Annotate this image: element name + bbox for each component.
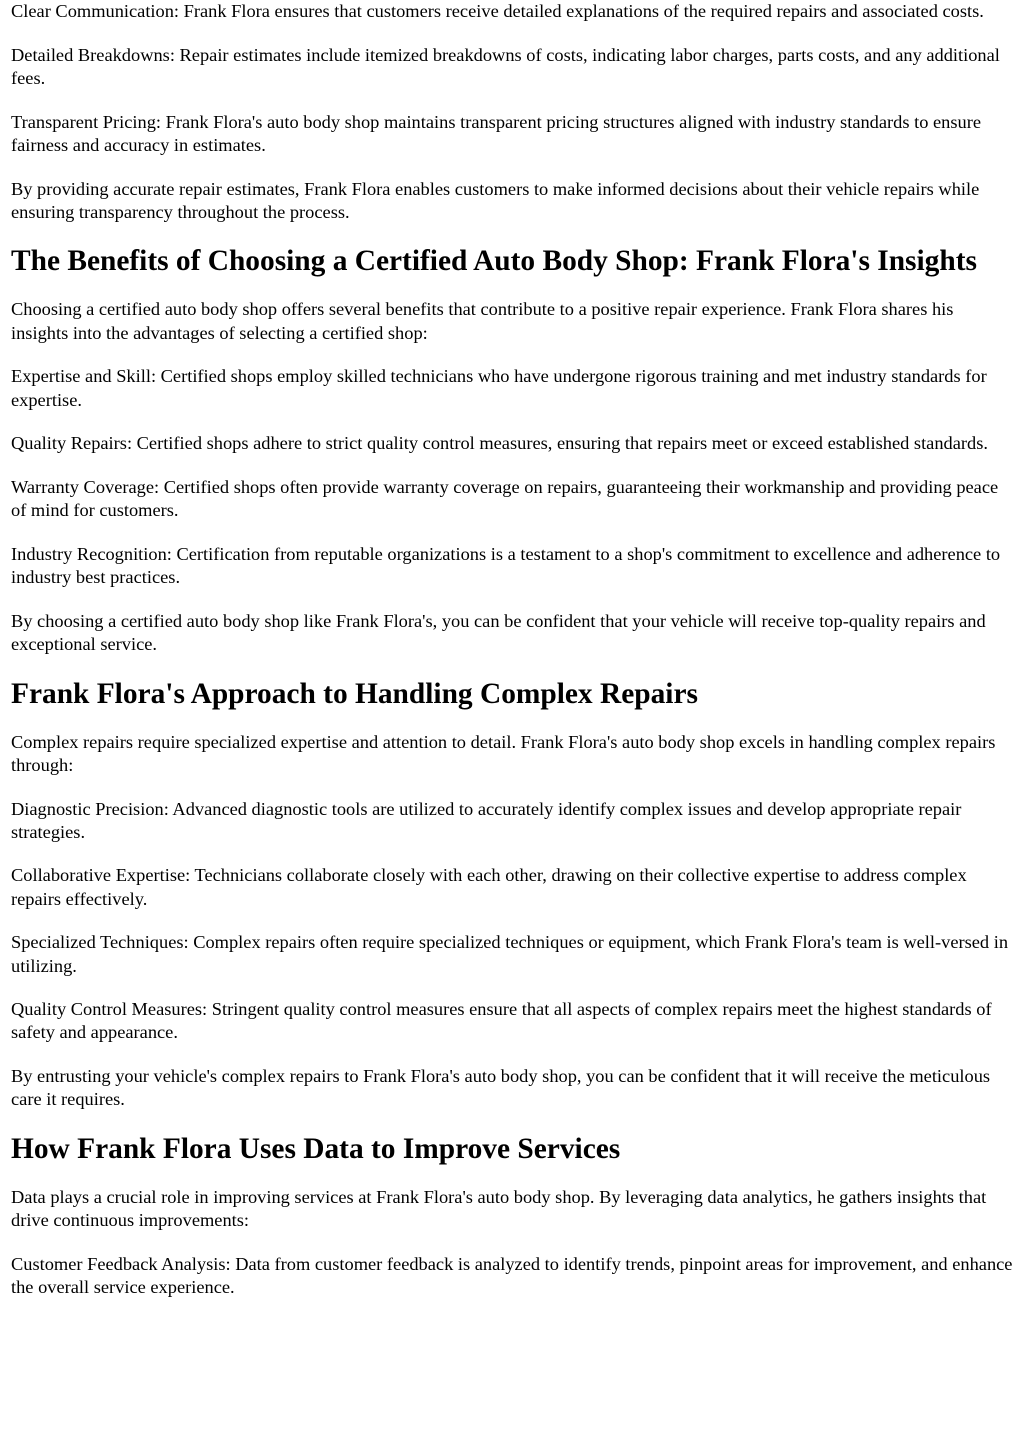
paragraph-transparent-pricing: Transparent Pricing: Frank Flora's auto body shop maintains transparent pricing structures aligned with industry standards to ensure fairness and accuracy in estimates. bbox=[11, 111, 982, 155]
paragraph-complex-intro: Complex repairs require specialized expertise and attention to detail. Frank Flora's auto body shop excels in handling complex repairs through: bbox=[11, 731, 996, 775]
paragraph-complex-summary: By entrusting your vehicle's complex repairs to Frank Flora's auto body shop, you can be confident that it will receive the meticulous care it requires. bbox=[11, 1066, 991, 1110]
paragraph-customer-feedback: Customer Feedback Analysis: Data from customer feedback is analyzed to identify trends, pinpoint areas for improvement, and enhance the overall service experience. bbox=[11, 1254, 1013, 1298]
paragraph-specialized-techniques: Specialized Techniques: Complex repairs often require specialized techniques or equipment, which Frank Flora's team is well-versed in utilizing. bbox=[11, 932, 1009, 976]
paragraph-quality-control: Quality Control Measures: Stringent quality control measures ensure that all aspects of complex repairs meet the highest standards of safety and appearance. bbox=[11, 999, 992, 1043]
paragraph-collaborative-expertise: Collaborative Expertise: Technicians collaborate closely with each other, drawing on their collective expertise to address complex repairs effectively. bbox=[11, 865, 967, 909]
paragraph-certified-intro: Choosing a certified auto body shop offers several benefits that contribute to a positive repair experience. Frank Flora shares his insights into the advantages of selecting a certified shop: bbox=[11, 299, 954, 343]
paragraph-data-intro: Data plays a crucial role in improving services at Frank Flora's auto body shop. By leveraging data analytics, he gathers insights that drive continuous improvements: bbox=[11, 1187, 987, 1231]
heading-data-improve-services: How Frank Flora Uses Data to Improve Services bbox=[11, 1133, 621, 1166]
paragraph-diagnostic-precision: Diagnostic Precision: Advanced diagnostic tools are utilized to accurately identify complex issues and develop appropriate repair strategies. bbox=[11, 798, 962, 842]
paragraph-quality-repairs: Quality Repairs: Certified shops adhere to strict quality control measures, ensuring that repairs meet or exceed established standards. bbox=[11, 433, 988, 454]
paragraph-clear-communication: Clear Communication: Frank Flora ensures that customers receive detailed explanations of the required repairs and associated costs. bbox=[11, 1, 984, 21]
heading-certified-shop-benefits: The Benefits of Choosing a Certified Auto Body Shop: Frank Flora's Insights bbox=[11, 245, 977, 278]
paragraph-expertise-skill: Expertise and Skill: Certified shops employ skilled technicians who have undergone rigorous training and met industry standards for expertise. bbox=[11, 366, 987, 410]
paragraph-certified-summary: By choosing a certified auto body shop like Frank Flora's, you can be confident that your vehicle will receive top-quality repairs and exceptional service. bbox=[11, 610, 986, 654]
paragraph-industry-recognition: Industry Recognition: Certification from reputable organizations is a testament to a shop's commitment to excellence and adherence to industry best practices. bbox=[11, 543, 1001, 588]
paragraph-estimates-summary: By providing accurate repair estimates, Frank Flora enables customers to make informed decisions about their vehicle repairs while ensuring transparency throughout the process. bbox=[11, 178, 980, 222]
paragraph-warranty-coverage: Warranty Coverage: Certified shops often provide warranty coverage on repairs, guaranteeing their workmanship and providing peace of mind for customers. bbox=[11, 476, 999, 521]
paragraph-detailed-breakdowns: Detailed Breakdowns: Repair estimates include itemized breakdowns of costs, indicating labor charges, parts costs, and any additional fees. bbox=[11, 44, 1000, 88]
heading-complex-repairs: Frank Flora's Approach to Handling Complex Repairs bbox=[11, 677, 698, 710]
